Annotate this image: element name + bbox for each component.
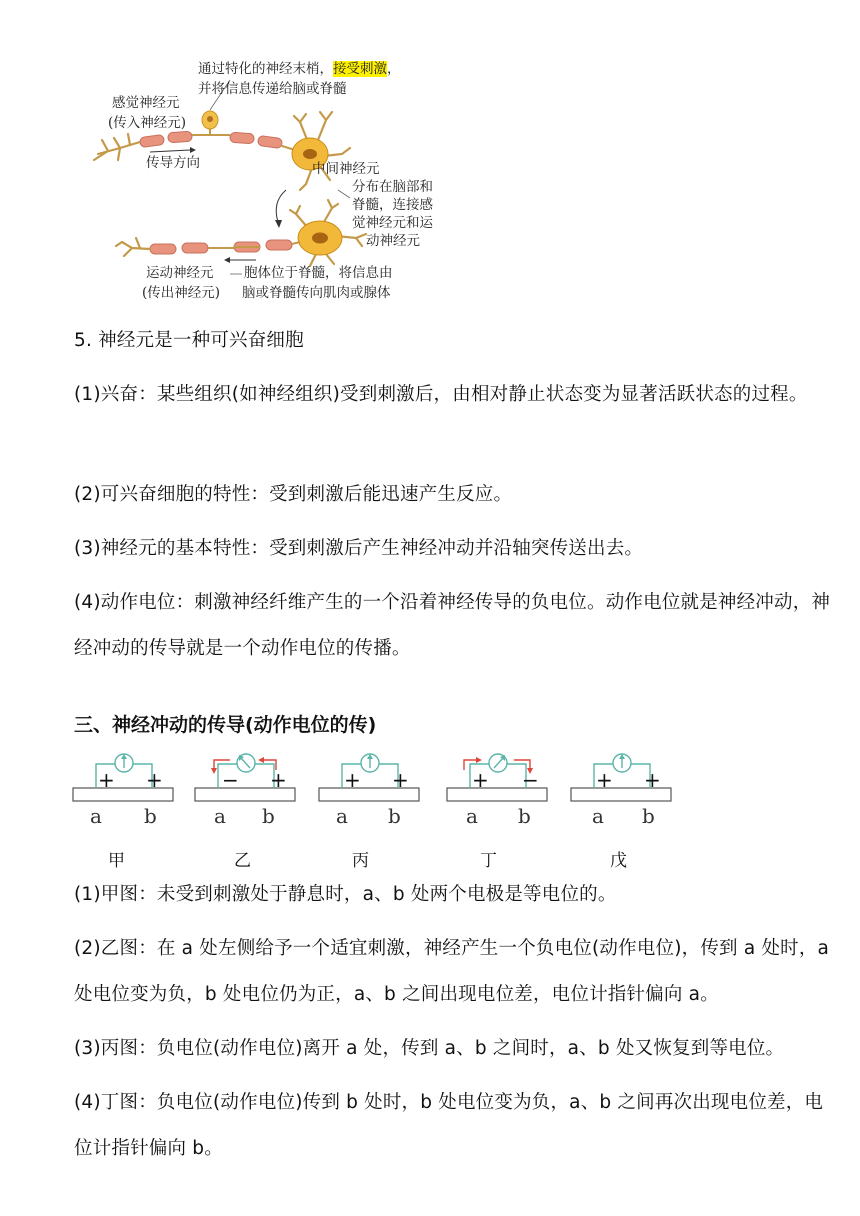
diagram-bing <box>318 748 422 870</box>
interneuron-desc-1: 分布在脑部和 <box>352 179 433 195</box>
electrode-b-label: b <box>388 804 401 828</box>
right-sign: + <box>392 768 409 792</box>
interneuron-desc-3: 觉神经元和运 <box>352 215 433 231</box>
afferent-neuron-label: (传入神经元) <box>108 115 187 131</box>
diagram-ding <box>446 748 550 870</box>
highlighted-text: 接受刺激 <box>333 61 387 77</box>
right-sign: + <box>644 768 661 792</box>
electrode-a-label: a <box>592 804 604 828</box>
sensory-function-text: 通过特化的神经末梢， <box>198 61 333 77</box>
right-sign: − <box>522 768 539 792</box>
sensory-function-comma: ， <box>387 61 401 77</box>
diagram-caption: 丙 <box>352 851 369 871</box>
section5-paragraph-3: (3)神经元的基本特性：受到刺激后产生神经冲动并沿轴突传送出去。 <box>74 538 644 559</box>
diagram-caption: 乙 <box>234 851 251 871</box>
electrode-b-label: b <box>642 804 655 828</box>
section5-paragraph-1: (1)兴奋：某些组织(如神经组织)受到刺激后，由相对静止状态变为显著活跃状态的过程。 <box>74 384 808 405</box>
left-sign: + <box>98 768 115 792</box>
section3-paragraph-2: (2)乙图：在 a 处左侧给予一个适宜刺激，神经产生一个负电位(动作电位)，传到 a 处时，a 处电位变为负，b 处电位仍为正，a、b 之间出现电位差，电位计指针偏向 a。 <box>74 938 830 1005</box>
section5-paragraph-4: (4)动作电位：刺激神经纤维产生的一个沿着神经传导的负电位。动作电位就是神经冲动，神经冲动的传导就是一个动作电位的传播。 <box>74 592 831 659</box>
left-sign: + <box>344 768 361 792</box>
motor-desc-1: 胞体位于脊髓，将信息由 <box>244 265 393 281</box>
direction-label: 传导方向 <box>146 155 200 171</box>
sensory-neuron-label: 感觉神经元 <box>112 95 180 111</box>
left-sign: − <box>222 768 239 792</box>
efferent-neuron-label: (传出神经元) <box>142 285 221 301</box>
diagram-yi <box>194 748 298 870</box>
diagram-jia <box>72 748 176 870</box>
electrode-b-label: b <box>518 804 531 828</box>
sensory-function-label-2: 并将信息传递给脑或脊髓 <box>198 81 347 97</box>
section5-paragraph-2: (2)可兴奋细胞的特性：受到刺激后能迅速产生反应。 <box>74 484 513 505</box>
motor-desc-2: 脑或脊髓传向肌肉或腺体 <box>242 285 391 301</box>
neuron-figure <box>80 50 460 310</box>
diagram-caption: 甲 <box>108 851 125 871</box>
electrode-a-label: a <box>466 804 478 828</box>
electrode-b-label: b <box>144 804 157 828</box>
interneuron-label: 中间神经元 <box>312 161 380 177</box>
interneuron-desc-4: 动神经元 <box>366 233 420 249</box>
sensory-function-label <box>198 60 401 78</box>
right-sign: + <box>270 768 287 792</box>
diagram-wu <box>570 748 674 870</box>
section3-paragraph-1: (1)甲图：未受到刺激处于静息时，a、b 处两个电极是等电位的。 <box>74 884 617 905</box>
electrode-b-label: b <box>262 804 275 828</box>
diagram-caption: 戊 <box>610 851 627 871</box>
motor-neuron-label: 运动神经元 <box>146 265 214 281</box>
right-sign: + <box>146 768 163 792</box>
left-sign: + <box>472 768 489 792</box>
section3-paragraph-4: (4)丁图：负电位(动作电位)传到 b 处时，b 处电位变为负，a、b 之间再次出现电位差，电位计指针偏向 b。 <box>74 1092 824 1159</box>
electrode-a-label: a <box>336 804 348 828</box>
section5-heading: 5. 神经元是一种可兴奋细胞 <box>74 330 304 351</box>
electrode-a-label: a <box>90 804 102 828</box>
section3-title: 三、神经冲动的传导(动作电位的传) <box>74 714 377 736</box>
left-sign: + <box>596 768 613 792</box>
section3-paragraph-3: (3)丙图：负电位(动作电位)离开 a 处，传到 a、b 之间时，a、b 处又恢复到等电位。 <box>74 1038 785 1059</box>
diagram-caption: 丁 <box>480 851 497 871</box>
potential-diagrams <box>72 748 692 870</box>
interneuron-desc-2: 脊髓，连接感 <box>352 197 433 213</box>
electrode-a-label: a <box>214 804 226 828</box>
